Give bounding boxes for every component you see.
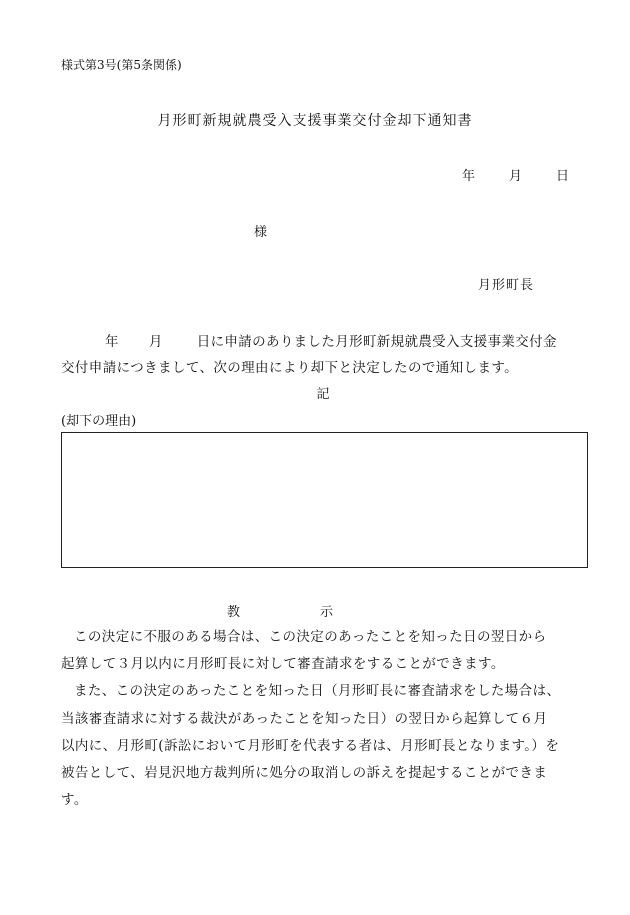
- instruction-line: また、この決定のあったことを知った日（月形町長に審査請求をした場合は、: [74, 683, 561, 700]
- instruction-line: この決定に不服のある場合は、この決定のあったことを知った日の翌日から: [74, 629, 547, 645]
- date-month-label: 月: [509, 169, 523, 184]
- instruction-line: す。: [61, 792, 88, 809]
- instruction-title-right: 示: [320, 605, 414, 620]
- reason-box: [61, 432, 588, 568]
- instruction-line: 以内に、月形町(訴訟において月形町を代表する者は、月形町長となります。）を: [61, 737, 560, 754]
- addressee-suffix: 様: [254, 225, 268, 240]
- issuer: 月形町長: [478, 278, 535, 293]
- body-month-label: 月: [148, 334, 163, 350]
- form-number: 様式第3号(第5条関係): [61, 58, 182, 72]
- date-year-label: 年: [462, 169, 476, 184]
- ki-heading: 記: [316, 387, 330, 402]
- body-line-1-text: 日に申請のありました月形町新規就農受入支援事業交付金: [196, 334, 557, 350]
- document-title: 月形町新規就農受入支援事業交付金却下通知書: [157, 113, 473, 129]
- instruction-title: [0, 601, 630, 620]
- reason-label: (却下の理由): [61, 414, 137, 429]
- body-line-1: [61, 329, 591, 355]
- body-paragraph: [61, 329, 591, 381]
- instruction-line: 当該審査請求に対する裁決があったことを知った日）の翌日から起算して６月: [61, 710, 548, 727]
- body-line-2: 交付申請につきまして、次の理由により却下と決定したので通知します。: [61, 360, 519, 376]
- date-day-label: 日: [556, 169, 570, 184]
- instruction-line: 起算して３月以内に月形町長に対して審査請求をすることができます。: [61, 656, 505, 673]
- instruction-text: [61, 624, 591, 814]
- date-line: [462, 165, 569, 184]
- instruction-line: 被告として、岩見沢地方裁判所に処分の取消しの訴えを提起することができま: [61, 765, 548, 782]
- instruction-title-left: 教: [226, 605, 320, 620]
- body-year-label: 年: [105, 334, 119, 350]
